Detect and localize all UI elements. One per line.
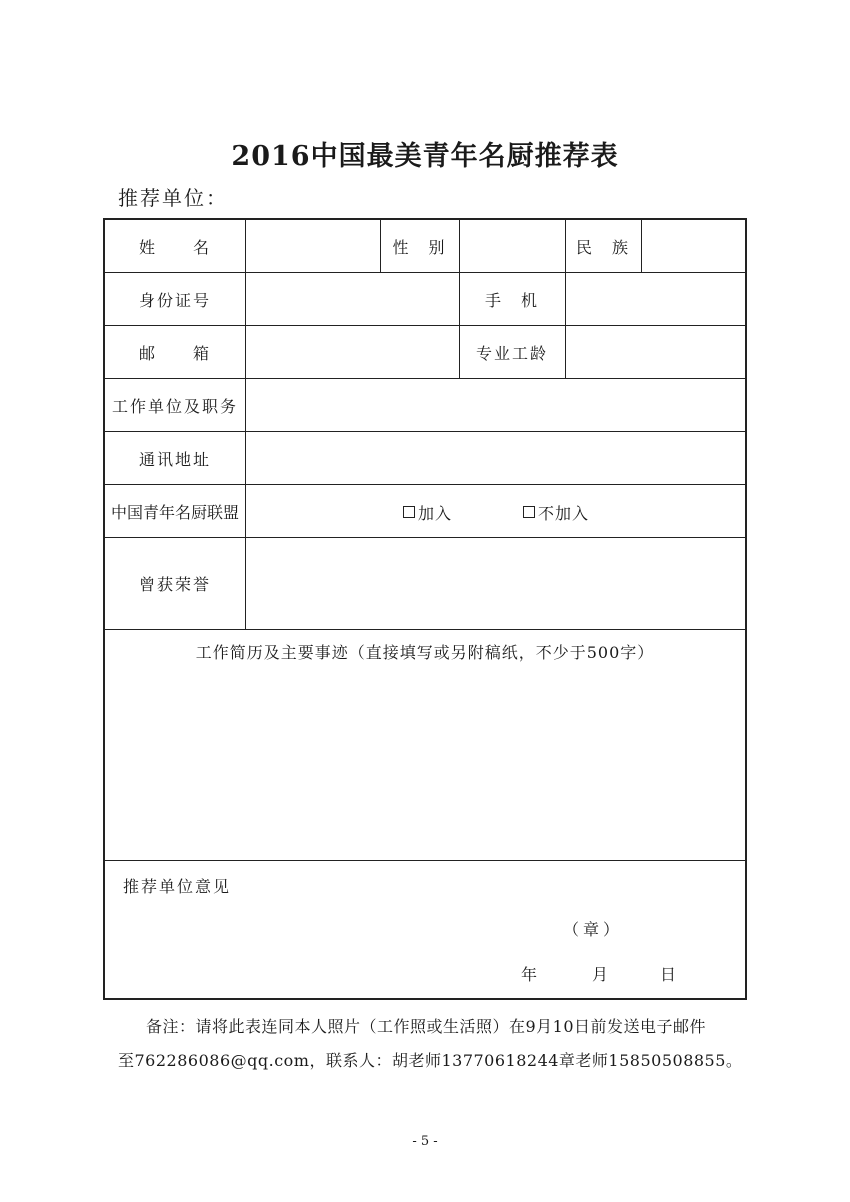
recommendation-form	[103, 218, 747, 1000]
join-option[interactable]	[403, 486, 452, 538]
note-line-1: 备注：请将此表连同本人照片（工作照或生活照）在9月10日前发送电子邮件	[146, 1017, 707, 1036]
month-label: 月	[592, 965, 609, 984]
employer-label: 工作单位及职务	[111, 396, 238, 416]
opinion-label: 推荐单位意见	[123, 877, 232, 896]
not-join-label: 不加入	[538, 503, 590, 523]
checkbox-icon[interactable]	[403, 506, 415, 518]
address-field[interactable]	[246, 432, 745, 484]
id-number-field[interactable]	[246, 273, 459, 325]
employer-field[interactable]	[246, 379, 745, 431]
gender-field[interactable]	[460, 220, 565, 272]
stamp-label: （章）	[563, 920, 624, 939]
phone-field[interactable]	[566, 273, 745, 325]
resume-label: 工作简历及主要事迹（直接填写或另附稿纸，不少于500字）	[195, 643, 655, 662]
checkbox-icon[interactable]	[523, 506, 535, 518]
work-years-label: 专业工龄	[475, 343, 548, 363]
email-label: 邮 箱	[138, 343, 211, 363]
page-title: 2016中国最美青年名厨推荐表	[231, 141, 619, 172]
resume-field[interactable]	[105, 670, 745, 858]
ethnicity-label: 民 族	[575, 237, 630, 257]
not-join-option[interactable]	[523, 486, 589, 538]
email-field[interactable]	[246, 326, 459, 378]
id-number-label: 身份证号	[138, 290, 211, 310]
name-field[interactable]	[246, 220, 380, 272]
recommend-unit-label: 推荐单位：	[118, 186, 228, 210]
ethnicity-field[interactable]	[642, 220, 745, 272]
day-label: 日	[660, 965, 677, 984]
work-years-field[interactable]	[566, 326, 745, 378]
honors-field[interactable]	[246, 538, 745, 629]
page-number: - 5 -	[412, 1134, 438, 1149]
honors-label: 曾获荣誉	[138, 575, 211, 594]
phone-label: 手 机	[484, 290, 539, 310]
gender-label: 性 别	[392, 237, 447, 257]
alliance-label: 中国青年名厨联盟	[110, 502, 239, 522]
row-divider	[105, 860, 745, 861]
join-label: 加入	[418, 503, 453, 523]
row-divider	[105, 629, 745, 630]
year-label: 年	[521, 965, 538, 984]
name-label: 姓 名	[138, 237, 211, 257]
address-label: 通讯地址	[138, 449, 211, 469]
note-line-2: 至762286086@qq.com，联系人：胡老师13770618244章老师15850508855。	[118, 1051, 743, 1070]
